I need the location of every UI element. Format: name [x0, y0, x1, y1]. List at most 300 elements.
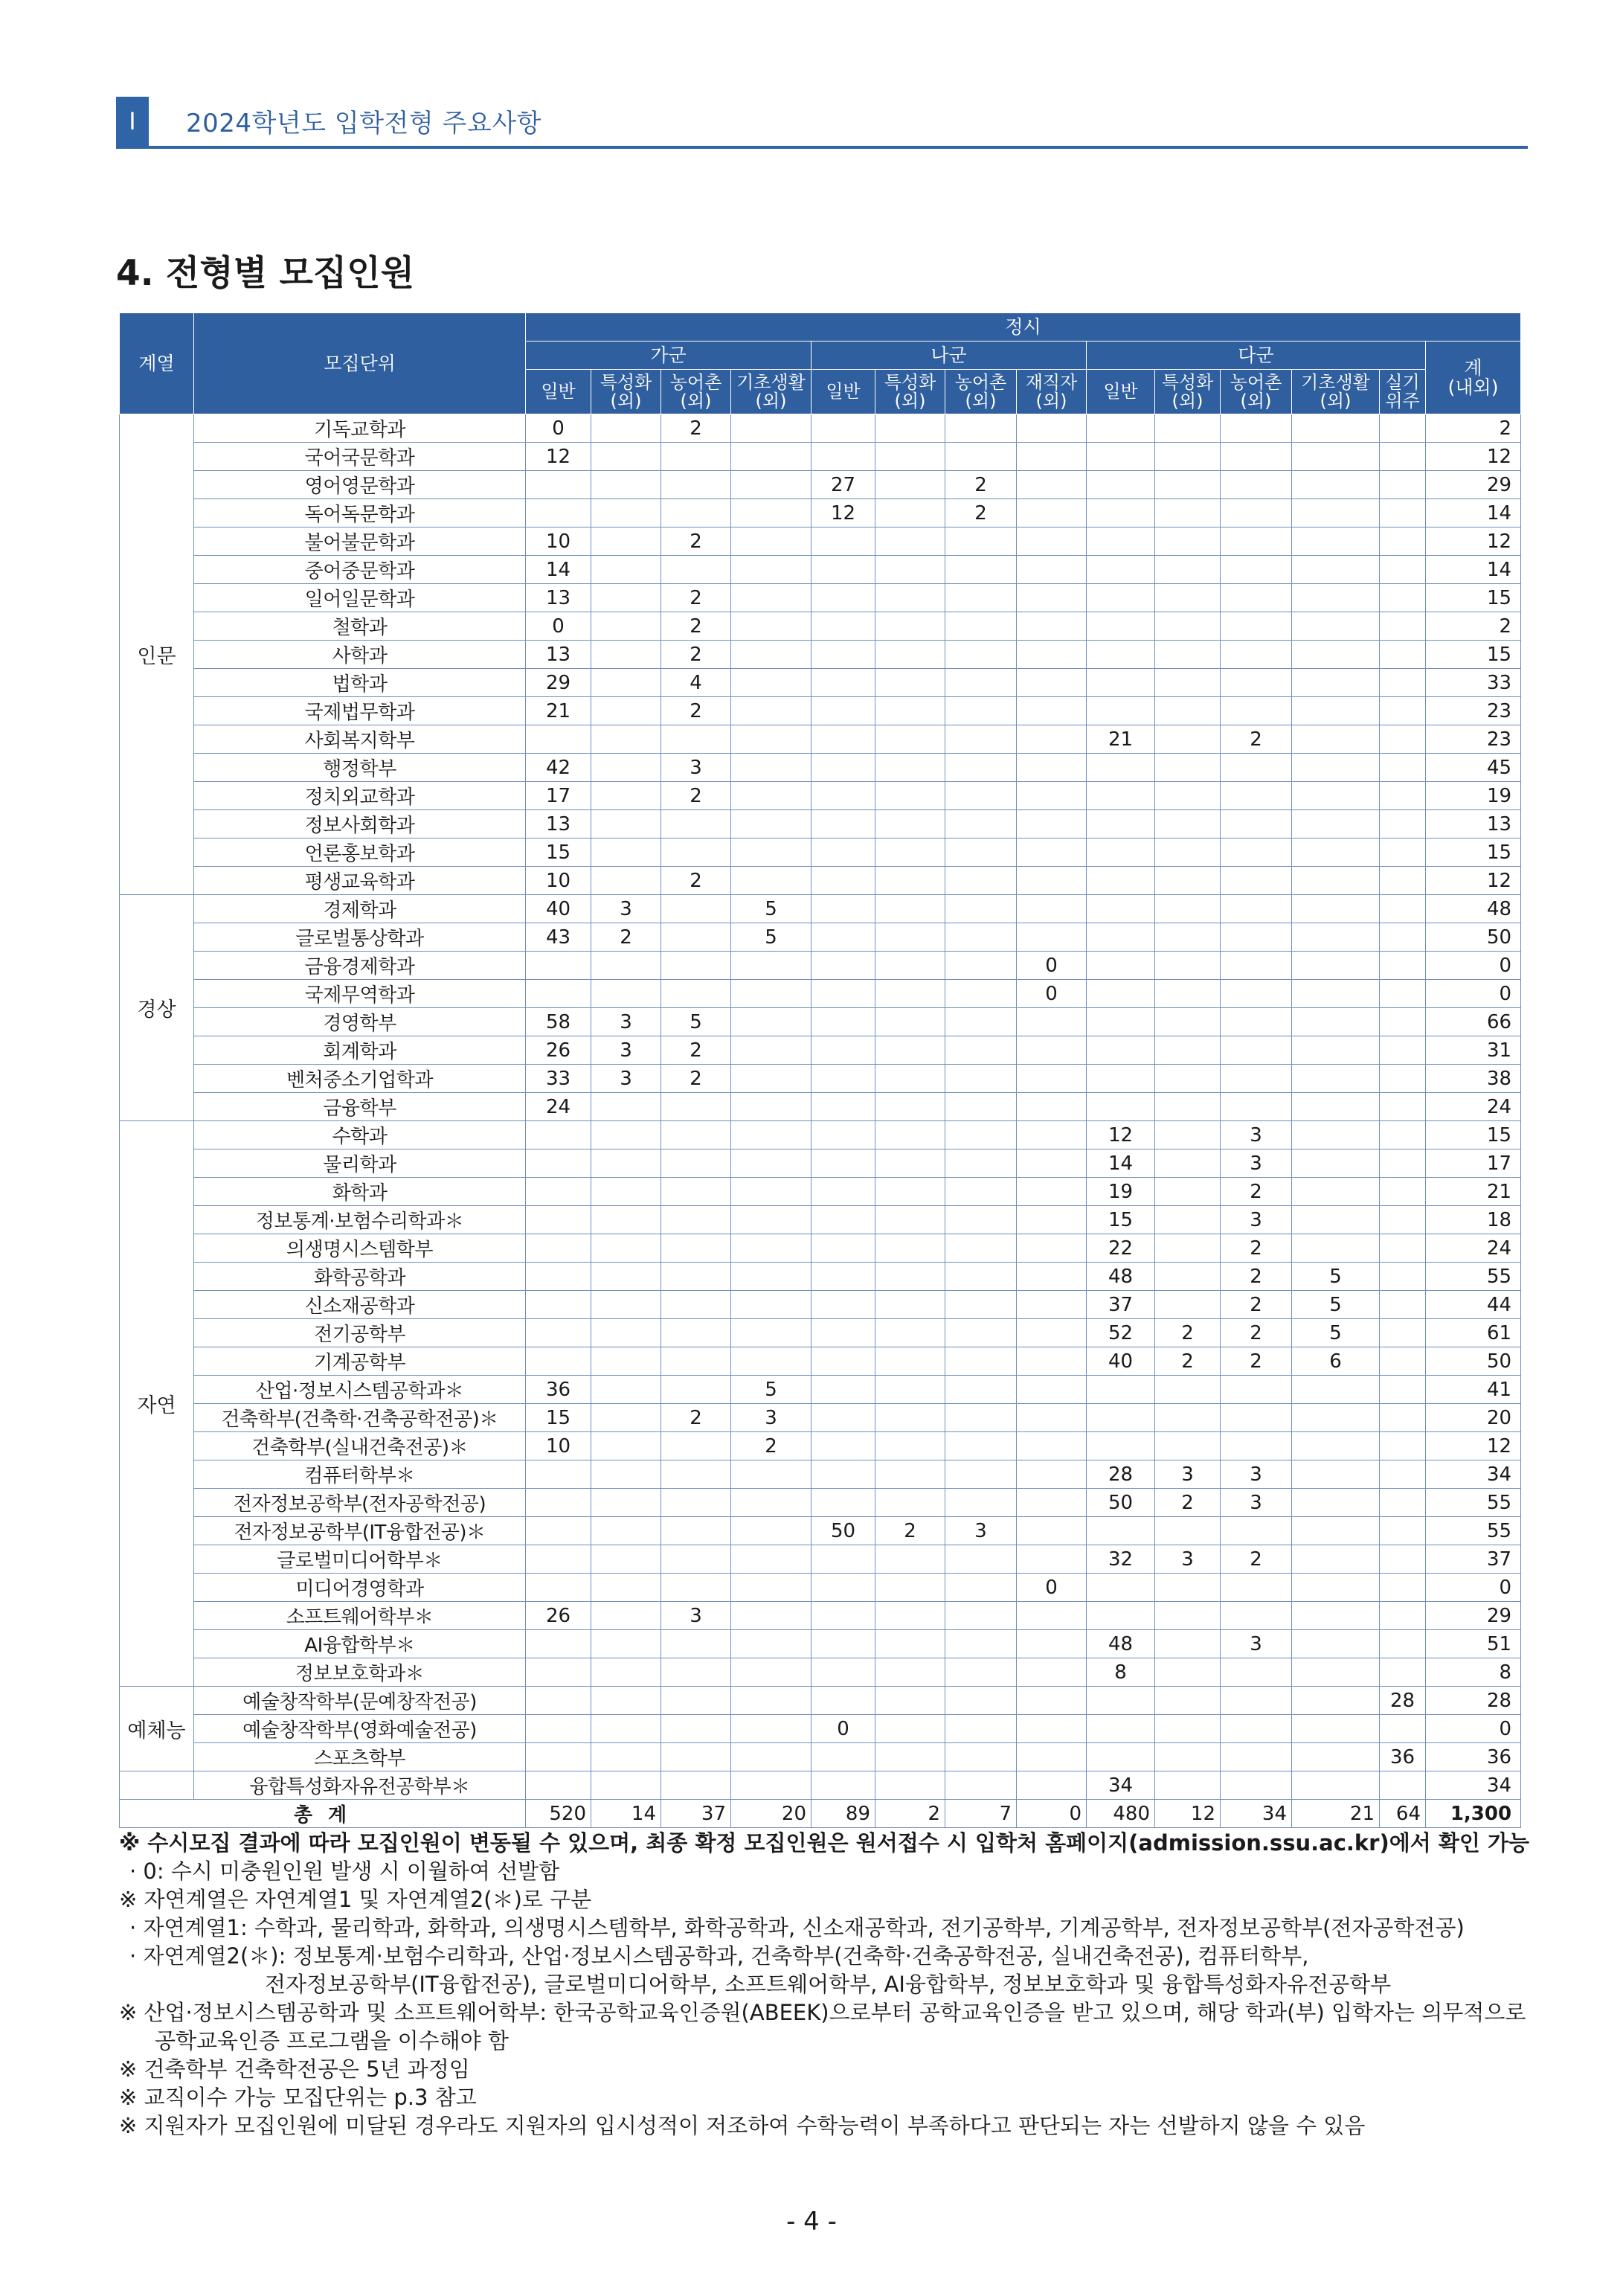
value-cell [1155, 1574, 1221, 1602]
value-cell [945, 1545, 1017, 1574]
value-cell [875, 471, 945, 499]
value-cell: 2 [591, 923, 661, 952]
table-row [120, 697, 1521, 725]
value-cell [812, 697, 875, 725]
value-cell [1017, 1347, 1087, 1376]
value-cell [812, 1036, 875, 1065]
value-cell [1017, 838, 1087, 867]
note-line: · 자연계열2(＊): 정보통계·보험수리학과, 산업·정보시스템공학과, 건축학부(건축학·건축공학전공, 실내건축전공), 컴퓨터학부, [129, 1943, 1309, 1969]
department-cell: 전기공학부 [194, 1319, 526, 1347]
value-cell [661, 1093, 731, 1121]
value-cell [591, 1489, 661, 1517]
value-cell [945, 1347, 1017, 1376]
value-cell [526, 1263, 591, 1291]
value-cell: 2 [661, 1404, 731, 1432]
value-cell [731, 838, 812, 867]
table-row [120, 810, 1521, 838]
value-cell [945, 838, 1017, 867]
value-cell [1155, 556, 1221, 584]
col-da-sub-header: 기초생활 (외) [1292, 370, 1380, 414]
value-cell [1087, 1743, 1155, 1771]
value-cell [945, 1263, 1017, 1291]
value-cell [1155, 669, 1221, 697]
value-cell [812, 1432, 875, 1460]
value-cell [1221, 414, 1292, 443]
value-cell [1380, 1093, 1426, 1121]
value-cell [1221, 499, 1292, 527]
value-cell [1087, 414, 1155, 443]
value-cell: 0 [812, 1715, 875, 1743]
value-cell [812, 1319, 875, 1347]
value-cell [1221, 1093, 1292, 1121]
value-cell [1087, 1687, 1155, 1715]
value-cell [1292, 1715, 1380, 1743]
table-row [120, 1517, 1521, 1545]
table-row [120, 1630, 1521, 1658]
table-row [120, 527, 1521, 556]
value-cell: 2 [661, 584, 731, 612]
value-cell: 2 [945, 471, 1017, 499]
value-cell: 8 [1087, 1658, 1155, 1687]
value-cell [875, 1263, 945, 1291]
value-cell: 3 [591, 1036, 661, 1065]
value-cell [1380, 1489, 1426, 1517]
row-total-cell: 21 [1426, 1178, 1521, 1206]
department-cell: AI융합학부＊ [194, 1630, 526, 1658]
value-cell: 2 [661, 641, 731, 669]
value-cell [1380, 1602, 1426, 1630]
value-cell [731, 1234, 812, 1263]
value-cell [875, 1743, 945, 1771]
department-cell: 행정학부 [194, 754, 526, 782]
value-cell [731, 1687, 812, 1715]
value-cell [1155, 1376, 1221, 1404]
group-cell: 경상 [120, 895, 194, 1121]
value-cell [945, 1178, 1017, 1206]
value-cell [875, 980, 945, 1008]
row-total-cell: 14 [1426, 499, 1521, 527]
value-cell [1155, 810, 1221, 838]
summary-value-cell: 7 [945, 1800, 1017, 1828]
value-cell: 2 [1221, 725, 1292, 754]
value-cell [812, 1376, 875, 1404]
value-cell [875, 1093, 945, 1121]
value-cell: 58 [526, 1008, 591, 1036]
value-cell [731, 1489, 812, 1517]
value-cell [661, 1291, 731, 1319]
row-total-cell: 12 [1426, 443, 1521, 471]
row-total-cell: 29 [1426, 1602, 1521, 1630]
row-total-cell: 15 [1426, 838, 1521, 867]
value-cell [1380, 1263, 1426, 1291]
table-row [120, 725, 1521, 754]
value-cell [526, 1743, 591, 1771]
value-cell [812, 980, 875, 1008]
value-cell [1155, 1093, 1221, 1121]
table-row [120, 641, 1521, 669]
value-cell [591, 810, 661, 838]
table-row [120, 1319, 1521, 1347]
department-cell: 건축학부(건축학·건축공학전공)＊ [194, 1404, 526, 1432]
department-cell: 소프트웨어학부＊ [194, 1602, 526, 1630]
value-cell [1221, 838, 1292, 867]
department-cell: 스포츠학부 [194, 1743, 526, 1771]
value-cell [1087, 952, 1155, 980]
table-row [120, 1432, 1521, 1460]
value-cell [1380, 782, 1426, 810]
value-cell [1380, 1319, 1426, 1347]
value-cell [875, 556, 945, 584]
value-cell: 21 [526, 697, 591, 725]
value-cell [1087, 556, 1155, 584]
row-total-cell: 15 [1426, 641, 1521, 669]
value-cell [875, 527, 945, 556]
value-cell [1155, 1234, 1221, 1263]
value-cell [812, 669, 875, 697]
value-cell [731, 1206, 812, 1234]
value-cell [591, 1234, 661, 1263]
department-cell: 기독교학과 [194, 414, 526, 443]
value-cell: 32 [1087, 1545, 1155, 1574]
value-cell [1221, 697, 1292, 725]
value-cell [945, 1206, 1017, 1234]
value-cell [1221, 1517, 1292, 1545]
value-cell: 40 [526, 895, 591, 923]
value-cell [591, 1121, 661, 1149]
value-cell [812, 952, 875, 980]
department-cell: 물리학과 [194, 1149, 526, 1178]
value-cell [731, 612, 812, 641]
value-cell [945, 1036, 1017, 1065]
value-cell [661, 499, 731, 527]
value-cell [812, 867, 875, 895]
col-ga-sub-header: 농어촌 (외) [661, 370, 731, 414]
value-cell [731, 754, 812, 782]
col-ga-sub-header: 기초생활 (외) [731, 370, 812, 414]
department-cell: 글로벌미디어학부＊ [194, 1545, 526, 1574]
value-cell [875, 725, 945, 754]
value-cell [591, 725, 661, 754]
value-cell [661, 1574, 731, 1602]
value-cell [812, 414, 875, 443]
col-jeongsi-header: 정시 [526, 313, 1521, 341]
value-cell [731, 810, 812, 838]
value-cell [1380, 1715, 1426, 1743]
value-cell [661, 1319, 731, 1347]
department-cell: 경제학과 [194, 895, 526, 923]
value-cell [812, 1630, 875, 1658]
value-cell: 34 [1087, 1771, 1155, 1800]
value-cell [591, 1206, 661, 1234]
value-cell [731, 1178, 812, 1206]
value-cell [1017, 556, 1087, 584]
value-cell [1017, 810, 1087, 838]
table-row [120, 895, 1521, 923]
value-cell [1087, 1376, 1155, 1404]
value-cell [661, 1178, 731, 1206]
value-cell: 48 [1087, 1263, 1155, 1291]
summary-value-cell: 20 [731, 1800, 812, 1828]
value-cell [1292, 810, 1380, 838]
value-cell [731, 527, 812, 556]
value-cell [945, 1574, 1017, 1602]
department-cell: 정보통계·보험수리학과＊ [194, 1206, 526, 1234]
value-cell [945, 584, 1017, 612]
value-cell [945, 414, 1017, 443]
value-cell [875, 1432, 945, 1460]
value-cell [526, 1460, 591, 1489]
value-cell: 3 [945, 1517, 1017, 1545]
department-cell: 국제법무학과 [194, 697, 526, 725]
value-cell [731, 697, 812, 725]
table-row [120, 980, 1521, 1008]
value-cell [875, 1376, 945, 1404]
value-cell: 3 [661, 754, 731, 782]
value-cell [812, 556, 875, 584]
value-cell: 50 [812, 1517, 875, 1545]
value-cell [812, 1602, 875, 1630]
value-cell [812, 725, 875, 754]
department-cell: 기계공학부 [194, 1347, 526, 1376]
value-cell [1380, 1065, 1426, 1093]
value-cell: 2 [1221, 1545, 1292, 1574]
value-cell [731, 1460, 812, 1489]
value-cell [1292, 1574, 1380, 1602]
value-cell [1380, 923, 1426, 952]
value-cell [875, 1545, 945, 1574]
table-row [120, 952, 1521, 980]
value-cell [591, 1602, 661, 1630]
value-cell [945, 1319, 1017, 1347]
value-cell [875, 1149, 945, 1178]
value-cell [661, 1658, 731, 1687]
value-cell: 43 [526, 923, 591, 952]
value-cell [591, 527, 661, 556]
value-cell [1155, 443, 1221, 471]
value-cell [945, 1489, 1017, 1517]
table-row [120, 923, 1521, 952]
value-cell [1087, 1715, 1155, 1743]
value-cell [1380, 1771, 1426, 1800]
department-cell: 정보보호학과＊ [194, 1658, 526, 1687]
value-cell: 10 [526, 867, 591, 895]
summary-value-cell: 2 [875, 1800, 945, 1828]
value-cell [1017, 697, 1087, 725]
value-cell [875, 1206, 945, 1234]
value-cell [875, 838, 945, 867]
value-cell [526, 1291, 591, 1319]
value-cell [731, 1263, 812, 1291]
value-cell [1292, 443, 1380, 471]
value-cell [1155, 1206, 1221, 1234]
value-cell [1380, 1178, 1426, 1206]
department-cell: 평생교육학과 [194, 867, 526, 895]
value-cell [526, 1658, 591, 1687]
summary-value-cell: 21 [1292, 1800, 1380, 1828]
summary-value-cell: 480 [1087, 1800, 1155, 1828]
value-cell [945, 697, 1017, 725]
value-cell [731, 1347, 812, 1376]
value-cell [1292, 556, 1380, 584]
value-cell [1292, 1517, 1380, 1545]
row-total-cell: 31 [1426, 1036, 1521, 1065]
value-cell [526, 1771, 591, 1800]
value-cell [875, 1574, 945, 1602]
value-cell: 10 [526, 527, 591, 556]
value-cell [945, 669, 1017, 697]
value-cell: 5 [731, 1376, 812, 1404]
value-cell [812, 527, 875, 556]
value-cell [1380, 838, 1426, 867]
value-cell [875, 1658, 945, 1687]
table-row [120, 1121, 1521, 1149]
header-rule [116, 146, 1528, 149]
value-cell [1017, 1658, 1087, 1687]
row-total-cell: 45 [1426, 754, 1521, 782]
value-cell [1380, 1658, 1426, 1687]
value-cell [591, 1687, 661, 1715]
value-cell [591, 1291, 661, 1319]
value-cell: 48 [1087, 1630, 1155, 1658]
value-cell [1017, 1715, 1087, 1743]
value-cell [591, 1658, 661, 1687]
value-cell [1292, 1234, 1380, 1263]
value-cell [1292, 1489, 1380, 1517]
table-row [120, 1263, 1521, 1291]
table-row [120, 1093, 1521, 1121]
note-line: ※ 지원자가 모집인원에 미달된 경우라도 지원자의 입시성적이 저조하여 수학능력이 부족하다고 판단되는 자는 선발하지 않을 수 있음 [119, 2113, 1366, 2138]
value-cell [1155, 1008, 1221, 1036]
table-row [120, 443, 1521, 471]
value-cell [1155, 1178, 1221, 1206]
value-cell [1292, 1093, 1380, 1121]
value-cell [945, 1376, 1017, 1404]
value-cell [661, 1545, 731, 1574]
value-cell [661, 1771, 731, 1800]
value-cell [1017, 1008, 1087, 1036]
value-cell [526, 980, 591, 1008]
value-cell: 2 [661, 1065, 731, 1093]
value-cell [1017, 1630, 1087, 1658]
value-cell: 28 [1380, 1687, 1426, 1715]
value-cell [875, 641, 945, 669]
value-cell [591, 867, 661, 895]
value-cell [875, 612, 945, 641]
value-cell [1017, 1771, 1087, 1800]
value-cell [945, 556, 1017, 584]
value-cell [1292, 1460, 1380, 1489]
row-total-cell: 37 [1426, 1545, 1521, 1574]
department-cell: 금융학부 [194, 1093, 526, 1121]
value-cell [1292, 895, 1380, 923]
row-total-cell: 29 [1426, 471, 1521, 499]
value-cell [731, 1093, 812, 1121]
department-cell: 중어중문학과 [194, 556, 526, 584]
row-total-cell: 34 [1426, 1771, 1521, 1800]
value-cell [1017, 1545, 1087, 1574]
department-cell: 정보사회학과 [194, 810, 526, 838]
value-cell: 3 [1221, 1460, 1292, 1489]
value-cell [731, 471, 812, 499]
row-total-cell: 61 [1426, 1319, 1521, 1347]
table-row [120, 414, 1521, 443]
value-cell [526, 499, 591, 527]
value-cell [1017, 1121, 1087, 1149]
value-cell [945, 1602, 1017, 1630]
value-cell [875, 1460, 945, 1489]
value-cell [661, 1432, 731, 1460]
value-cell [731, 1545, 812, 1574]
value-cell [1155, 838, 1221, 867]
department-cell: 글로벌통상학과 [194, 923, 526, 952]
value-cell [812, 1404, 875, 1432]
table-row [120, 499, 1521, 527]
value-cell: 17 [526, 782, 591, 810]
value-cell [591, 1376, 661, 1404]
value-cell: 2 [1221, 1178, 1292, 1206]
col-na-sub-header: 일반 [812, 370, 875, 414]
value-cell: 5 [1292, 1291, 1380, 1319]
value-cell [945, 1008, 1017, 1036]
col-da-sub-header: 실기 위주 [1380, 370, 1426, 414]
value-cell: 2 [1221, 1234, 1292, 1263]
value-cell [591, 669, 661, 697]
note-line: ※ 건축학부 건축학전공은 5년 과정임 [119, 2056, 470, 2082]
value-cell [1017, 895, 1087, 923]
value-cell [945, 1630, 1017, 1658]
value-cell [1292, 499, 1380, 527]
table-row [120, 1178, 1521, 1206]
value-cell [945, 443, 1017, 471]
value-cell [812, 1658, 875, 1687]
value-cell: 2 [1155, 1489, 1221, 1517]
value-cell [1017, 584, 1087, 612]
value-cell [1155, 1404, 1221, 1432]
value-cell [1292, 1545, 1380, 1574]
value-cell [1292, 1404, 1380, 1432]
value-cell [1017, 414, 1087, 443]
value-cell [875, 1008, 945, 1036]
value-cell [812, 1149, 875, 1178]
value-cell: 33 [526, 1065, 591, 1093]
table-row [120, 1687, 1521, 1715]
value-cell: 26 [526, 1036, 591, 1065]
table-row [120, 1489, 1521, 1517]
value-cell [1017, 641, 1087, 669]
value-cell [661, 443, 731, 471]
value-cell [875, 952, 945, 980]
value-cell: 2 [875, 1517, 945, 1545]
value-cell [1221, 952, 1292, 980]
value-cell [1292, 1206, 1380, 1234]
row-total-cell: 24 [1426, 1093, 1521, 1121]
summary-value-cell: 89 [812, 1800, 875, 1828]
value-cell [1221, 556, 1292, 584]
value-cell [1292, 754, 1380, 782]
value-cell [591, 980, 661, 1008]
value-cell [1087, 584, 1155, 612]
value-cell [812, 810, 875, 838]
value-cell [526, 952, 591, 980]
value-cell [661, 1234, 731, 1263]
value-cell [1017, 754, 1087, 782]
value-cell [1221, 810, 1292, 838]
value-cell [1292, 1771, 1380, 1800]
value-cell: 26 [526, 1602, 591, 1630]
value-cell [526, 1149, 591, 1178]
row-total-cell: 38 [1426, 1065, 1521, 1093]
col-da-header: 다군 [1087, 341, 1426, 370]
